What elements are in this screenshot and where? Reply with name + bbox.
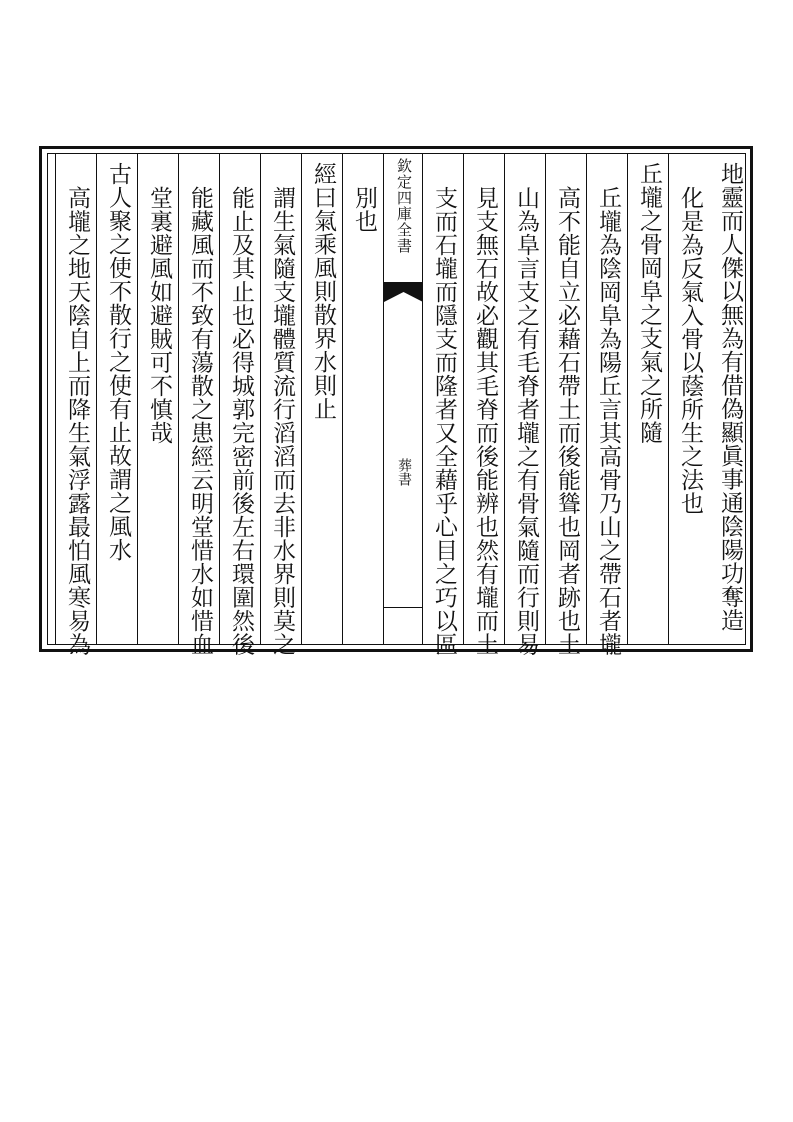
text-column	[178, 154, 220, 656]
column-text: 能藏風而不致有蕩散之患經云明堂惜水如惜血	[187, 186, 213, 656]
book-name: 葬書	[396, 458, 412, 486]
column-text: 堂裏避風如避賊可不慎哉	[146, 186, 172, 445]
column-text: 謂生氣隨支壠體質流行滔滔而去非水界則莫之	[269, 186, 295, 656]
collection-title: 欽定四庫全書	[395, 158, 413, 254]
text-column	[709, 154, 750, 644]
fold-rule	[384, 607, 423, 608]
column-text: 能止及其止也必得城郭完密前後左右環圍然後	[228, 186, 254, 656]
text-column	[301, 154, 343, 644]
column-text: 經曰氣乘風則散界水則止	[310, 162, 336, 421]
text-column	[504, 154, 546, 656]
text-column	[422, 154, 464, 656]
text-column	[219, 154, 261, 656]
text-block	[47, 153, 746, 656]
center-fold-column	[383, 154, 423, 644]
column-text: 化是為反氣入骨以蔭所生之法也	[677, 186, 703, 515]
text-column	[627, 154, 669, 644]
text-column	[260, 154, 302, 656]
column-text: 支而石壠而隱支而隆者又全藉乎心目之巧以區	[431, 186, 457, 656]
page-frame	[39, 146, 753, 656]
text-column	[96, 154, 138, 644]
text-column	[342, 154, 384, 644]
column-text: 高壠之地天陰自上而降生氣浮露最怕風寒易為	[64, 186, 90, 656]
column-text: 山為阜言支之有毛脊者壠之有骨氣隨而行則易	[513, 186, 539, 656]
column-text: 古人聚之使不散行之使有止故謂之風水	[105, 162, 131, 562]
text-column	[137, 154, 179, 644]
column-text: 別也	[351, 186, 377, 233]
text-column	[545, 154, 587, 656]
text-column	[55, 154, 97, 656]
text-column	[586, 154, 628, 656]
text-column	[463, 154, 505, 656]
column-text: 丘壠為陰岡阜為陽丘言其高骨乃山之帶石者壠	[595, 186, 621, 656]
fishtail-mark	[384, 282, 423, 302]
column-text: 見支無石故必觀其毛脊而後能辨也然有壠而土	[472, 186, 498, 656]
column-text: 高不能自立必藉石帶土而後能聳也岡者跡也土	[554, 186, 580, 656]
text-column	[668, 154, 710, 644]
column-text: 丘壠之骨岡阜之支氣之所隨	[636, 162, 662, 444]
column-text: 地靈而人傑以無為有借偽顯眞事通陰陽功奪造	[717, 162, 743, 632]
